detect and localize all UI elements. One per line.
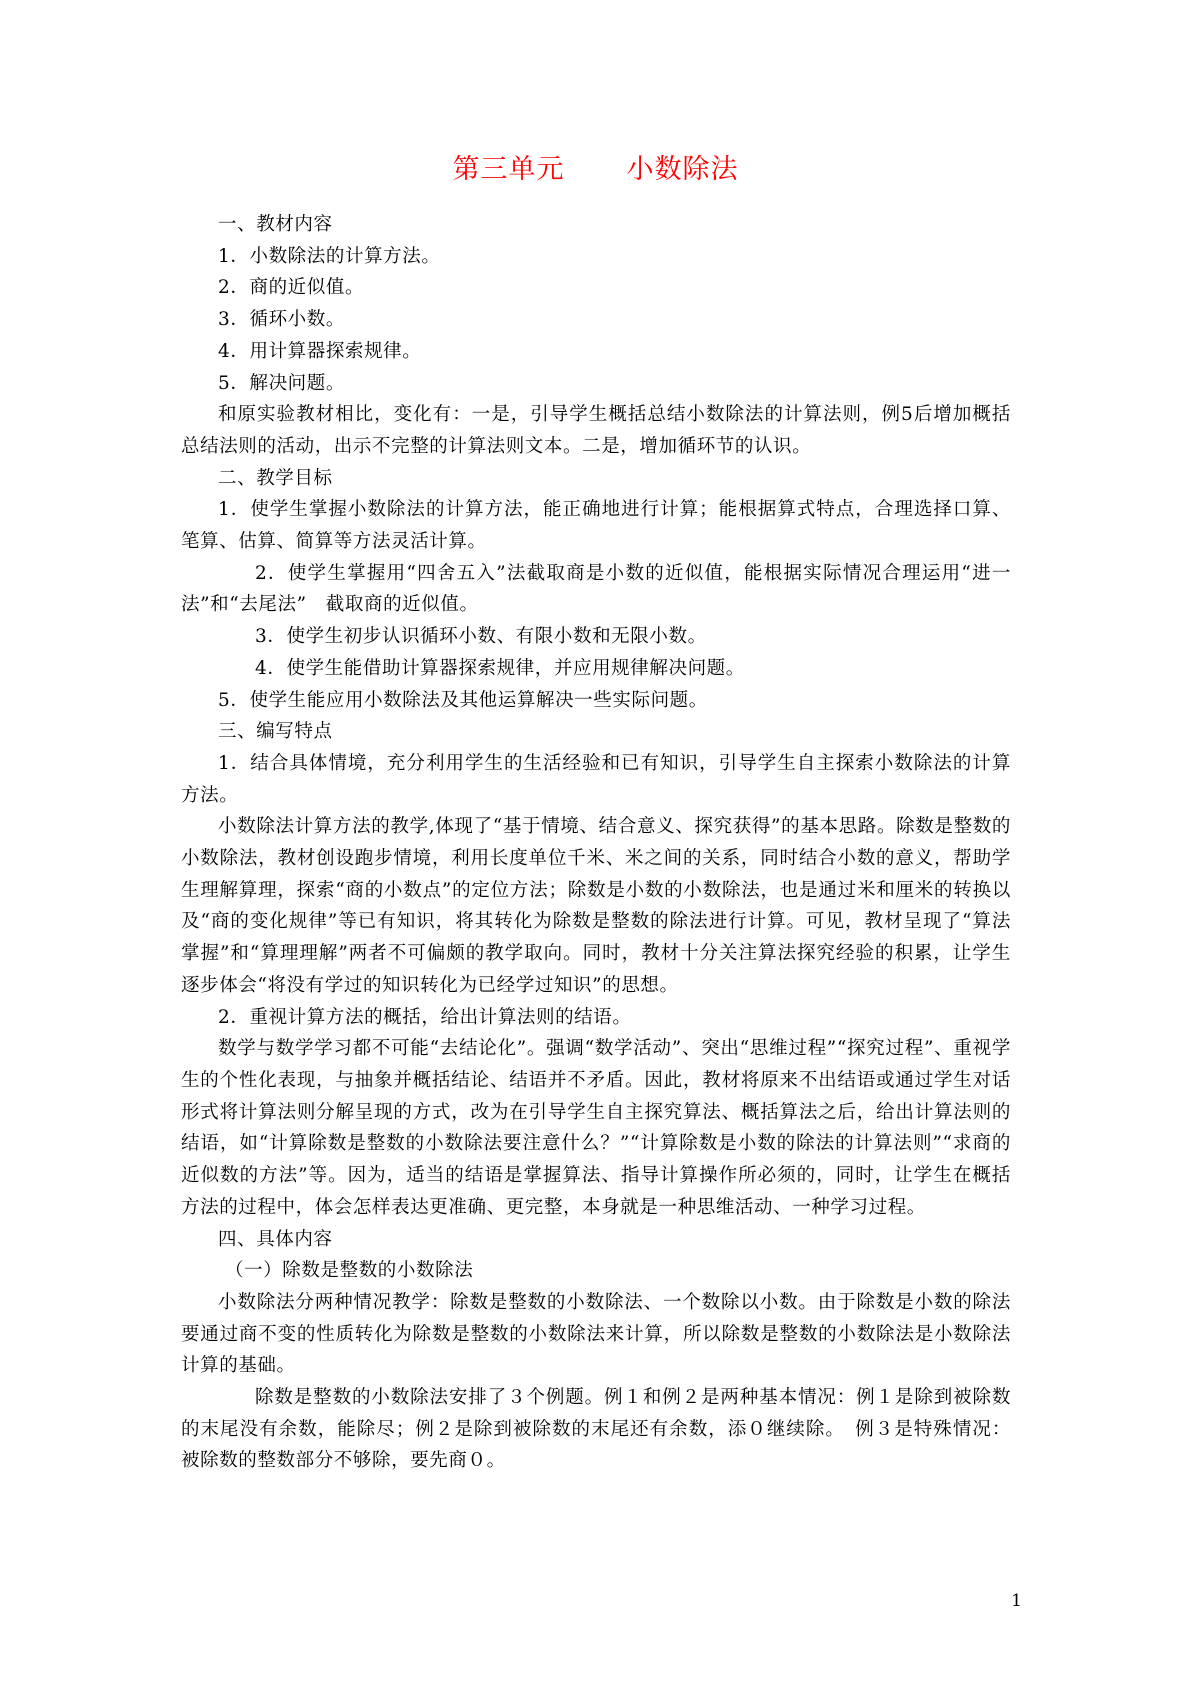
body-paragraph: 小数除法计算方法的教学,体现了“基于情境、结合意义、探究获得”的基本思路。除数是整数的小数除法，教材创设跑步情境，利用长度单位千米、米之间的关系，同时结合小数的意义，帮助学生理解算理，探索“商的小数点”的定位方法；除数是小数的小数除法，也是通过米和厘米的转换以及“商的变化规律”等已有知识，将其转化为除数是整数的除法进行计算。可见，教材呈现了“算法掌握”和“算理理解”两者不可偏颇的教学取向。同时，教材十分关注算法探究经验的积累，让学生逐步体会“将没有学过的知识转化为已经学过知识”的思想。 — [181, 816, 1011, 996]
title-unit: 第三单元 — [452, 154, 565, 185]
list-item: 3．使学生初步认识循环小数、有限小数和无限小数。 — [255, 626, 707, 648]
body-paragraph: 除数是整数的小数除法安排了３个例题。例１和例２是两种基本情况：例１是除到被除数的末尾没有余数，能除尽；例２是除到被除数的末尾还有余数，添０继续除。 例３是特殊情况：被除数的整数部分不够除，要先商０。 — [181, 1387, 1011, 1472]
body-paragraph: 和原实验教材相比，变化有：一是，引导学生概括总结小数除法的计算法则，例5后增加概括总结法则的活动，出示不完整的计算法则文本。二是，增加循环节的认识。 — [181, 404, 1011, 457]
body-paragraph: 小数除法分两种情况教学：除数是整数的小数除法、一个数除以小数。由于除数是小数的除法要通过商不变的性质转化为除数是整数的小数除法来计算，所以除数是整数的小数除法是小数除法计算的基础。 — [181, 1291, 1011, 1377]
subsection-heading: （一）除数是整数的小数除法 — [225, 1260, 474, 1282]
list-item: 5．解决问题。 — [218, 372, 345, 394]
section-heading: 一、教材内容 — [218, 214, 333, 235]
section-heading: 二、教学目标 — [218, 467, 333, 489]
page-number: 1 — [1011, 1591, 1022, 1611]
list-item: 2．重视计算方法的概括，给出计算法则的结语。 — [218, 1006, 632, 1028]
list-item: 1．结合具体情境，充分利用学生的生活经验和已有知识，引导学生自主探索小数除法的计算方法。 — [181, 752, 1011, 806]
document-body — [181, 209, 1011, 1477]
list-item: 4．使学生能借助计算器探索规律，并应用规律解决问题。 — [255, 657, 745, 679]
list-item: 5．使学生能应用小数除法及其他运算解决一些实际问题。 — [218, 689, 708, 711]
list-item: 3．循环小数。 — [218, 309, 345, 331]
section-heading: 三、编写特点 — [218, 721, 333, 743]
list-item: 2．使学生掌握用“四舍五入”法截取商是小数的近似值，能根据实际情况合理运用“进一法”和“去尾法” 截取商的近似值。 — [181, 562, 1011, 616]
body-paragraph: 数学与数学学习都不可能“去结论化”。强调“数学活动”、突出“思维过程”“探究过程”、重视学生的个性化表现，与抽象并概括结论、结语并不矛盾。因此，教材将原来不出结语或通过学生对话形式将计算法则分解呈现的方式，改为在引导学生自主探究算法、概括算法之后，给出计算法则的结语，如“计算除数是整数的小数除法要注意什么？”“计算除数是小数的除法的计算法则”“求商的近似数的方法”等。因为，适当的结语是掌握算法、指导计算操作所必须的，同时，让学生在概括方法的过程中，体会怎样表达更准确、更完整，本身就是一种思维活动、一种学习过程。 — [181, 1038, 1011, 1218]
list-item: 1．小数除法的计算方法。 — [218, 245, 441, 267]
list-item: 4．用计算器探索规律。 — [218, 340, 422, 362]
section-heading: 四、具体内容 — [218, 1228, 333, 1250]
list-item: 1．使学生掌握小数除法的计算方法，能正确地进行计算；能根据算式特点，合理选择口算、笔算、估算、简算等方法灵活计算。 — [181, 499, 1011, 553]
list-item: 2．商的近似值。 — [218, 277, 365, 299]
title-topic: 小数除法 — [626, 154, 739, 185]
page-title — [0, 152, 1191, 188]
